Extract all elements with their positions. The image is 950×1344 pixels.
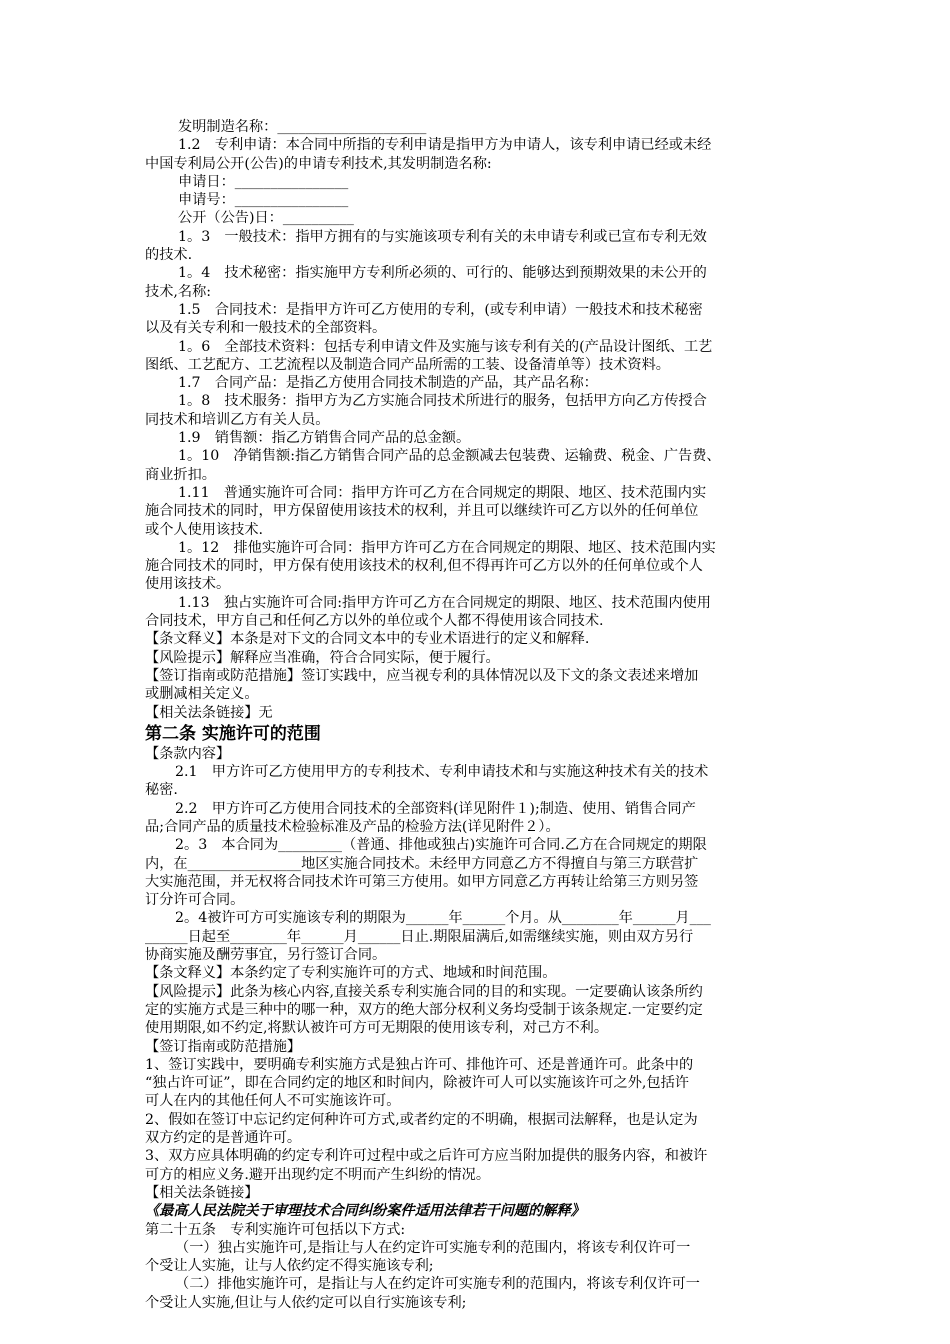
text-line: 合同技术，甲方自己和任何乙方以外的单位或个人都不得使用该合同技术.	[145, 613, 604, 630]
text-line: 1.5 合同技术：是指甲方许可乙方使用的专利，(或专利申请）一般技术和技术秘密	[178, 301, 703, 318]
text-line: 内，在________________地区实施合同技术。未经甲方同意乙方不得擅自与第三方联营扩	[145, 855, 699, 872]
section-heading: 第二条 实施许可的范围	[145, 723, 321, 744]
text-line: 发明制造名称：_____________________	[178, 119, 427, 135]
text-line: 1.9 销售额：指乙方销售合同产品的总金额。	[178, 430, 471, 447]
text-line: “独占许可证”，即在合同约定的地区和时间内，除被许可人可以实施该许可之外,包括许	[145, 1075, 689, 1092]
text-line: 【相关法条链接】无	[145, 704, 273, 721]
text-line: 【相关法条链接】	[145, 1184, 259, 1201]
text-line: 施合同技术的同时，甲方保有使用该技术的权利,但不得再许可乙方以外的任何单位或个人	[145, 558, 703, 575]
text-line: （二）排他实施许可，是指让与人在约定许可实施专利的范围内，将该专利仅许可一	[175, 1276, 700, 1293]
text-line: 公开（公告)日：__________	[178, 210, 354, 227]
text-line: 【签订指南或防范措施】	[145, 1038, 302, 1055]
text-line: 3、双方应具体明确的约定专利许可过程中或之后许可方应当附加提供的服务内容，和被许	[145, 1148, 708, 1165]
text-line: 【条文释义】本条约定了专利实施许可的方式、地域和时间范围。	[145, 965, 557, 982]
text-line: 1。6 全部技术资料：包括专利申请文件及实施与该专利有关的(产品设计图纸、工艺	[178, 338, 713, 355]
text-line: 商业折扣。	[145, 466, 216, 483]
text-line: 1。12 排他实施许可合同：指甲方许可乙方在合同规定的期限、地区、技术范围内实	[178, 539, 716, 556]
document-page	[145, 118, 807, 1312]
text-line: ______日起至________年______月______日止.期限届满后,如需继续实施，则由双方另行	[145, 928, 694, 945]
text-line: 申请日：________________	[178, 173, 349, 190]
text-line: 的技术.	[145, 247, 193, 264]
text-line: 个受让人实施,但让与人依约定可以自行实施该专利;	[145, 1294, 467, 1311]
text-line: 1.13 独占实施许可合同:指甲方许可乙方在合同规定的期限、地区、技术范围内使用	[178, 594, 711, 611]
text-line: 1、签订实践中，要明确专利实施方式是独占许可、排他许可、还是普通许可。此条中的	[145, 1056, 694, 1073]
text-line: 1。4 技术秘密：指实施甲方专利所必须的、可行的、能够达到预期效果的未公开的	[178, 265, 707, 282]
text-line: 或个人使用该技术.	[145, 521, 264, 538]
text-line: 2。4被许可方可实施该专利的期限为______年______个月。从________年______月___	[175, 910, 711, 927]
text-line: 1。10 净销售额:指乙方销售合同产品的总金额减去包装费、运输费、税金、广告费、	[178, 448, 721, 465]
text-line: 图纸、工艺配方、工艺流程以及制造合同产品所需的工装、设备清单等）技术资料。	[145, 356, 670, 373]
text-line: 1.7 合同产品：是指乙方使用合同技术制造的产品，其产品名称：	[178, 375, 598, 392]
text-line: 或删减相关定义。	[145, 686, 259, 703]
text-line: 定的实施方式是三种中的哪一种，双方的绝大部分权利义务均受制于该条规定.一定要约定	[145, 1001, 703, 1018]
text-line: 秘密.	[145, 782, 178, 799]
text-line: 1。3 一般技术：指甲方拥有的与实施该项专利有关的未申请专利或已宣布专利无效	[178, 228, 707, 245]
text-line: 可人在内的其他任何人不可实施该许可。	[145, 1093, 401, 1110]
text-line: 1。8 技术服务：指甲方为乙方实施合同技术所进行的服务，包括甲方向乙方传授合	[178, 393, 707, 410]
text-line: 订分许可合同。	[145, 892, 245, 909]
text-line: 【条文释义】本条是对下文的合同文本中的专业术语进行的定义和解释.	[145, 631, 590, 648]
text-line: 《最高人民法院关于审理技术合同纠纷案件适用法律若干问题的解释》	[145, 1203, 585, 1220]
text-line: 【条款内容】	[145, 745, 231, 762]
text-line: 【风险提示】此条为核心内容,直接关系专利实施合同的目的和实现。一定要确认该条所约	[145, 983, 703, 1000]
text-line: 大实施范围，并无权将合同技术许可第三方使用。如甲方同意乙方再转让给第三方则另签	[145, 873, 699, 890]
text-line: 个受让人实施，让与人依约定不得实施该专利;	[145, 1258, 434, 1275]
text-line: 施合同技术的同时，甲方保留使用该技术的权利，并且可以继续许可乙方以外的任何单位	[145, 503, 699, 520]
text-line: （一）独占实施许可,是指让与人在约定许可实施专利的范围内，将该专利仅许可一	[175, 1239, 691, 1256]
text-line: 【风险提示】解释应当准确，符合合同实际，便于履行。	[145, 649, 500, 666]
text-line: 申请号：________________	[178, 192, 349, 209]
text-line: 1.2 专利申请：本合同中所指的专利申请是指甲方为申请人，该专利申请已经或未经	[178, 137, 712, 154]
text-line: 【签订指南或防范措施】签订实践中，应当视专利的具体情况以及下文的条文表述来增加	[145, 667, 699, 684]
text-line: 技术,名称:	[145, 283, 212, 300]
text-line: 同技术和培训乙方有关人员。	[145, 411, 330, 428]
text-line: 中国专利局公开(公告)的申请专利技术,其发明制造名称:	[145, 155, 492, 172]
text-line: 可方的相应义务.避开出现约定不明而产生纠纷的情况。	[145, 1166, 491, 1183]
text-line: 以及有关专利和一般技术的全部资料。	[145, 320, 387, 337]
text-line: 品;合同产品的质量技术检验标准及产品的检验方法(详见附件２）。	[145, 818, 560, 835]
text-line: 2、假如在签订中忘记约定何种许可方式,或者约定的不明确，根据司法解释，也是认定为	[145, 1111, 698, 1128]
text-line: 第二十五条 专利实施许可包括以下方式:	[145, 1221, 406, 1238]
text-line: 双方约定的是普通许可。	[145, 1130, 302, 1147]
text-line: 使用该技术。	[145, 576, 231, 593]
text-line: 1.11 普通实施许可合同：指甲方许可乙方在合同规定的期限、地区、技术范围内实	[178, 484, 707, 501]
text-line: 协商实施及酬劳事宜，另行签订合同。	[145, 947, 387, 964]
text-line: 使用期限,如不约定,将默认被许可方可无期限的使用该专利，对己方不利。	[145, 1020, 609, 1037]
text-line: 2.1 甲方许可乙方使用甲方的专利技术、专利申请技术和与实施这种技术有关的技术	[175, 764, 709, 781]
text-line: 2.2 甲方许可乙方使用合同技术的全部资料(详见附件１);制造、使用、销售合同产	[175, 800, 696, 817]
text-line: 2。3 本合同为_________（普通、排他或独占)实施许可合同.乙方在合同规定的期限	[175, 837, 707, 854]
